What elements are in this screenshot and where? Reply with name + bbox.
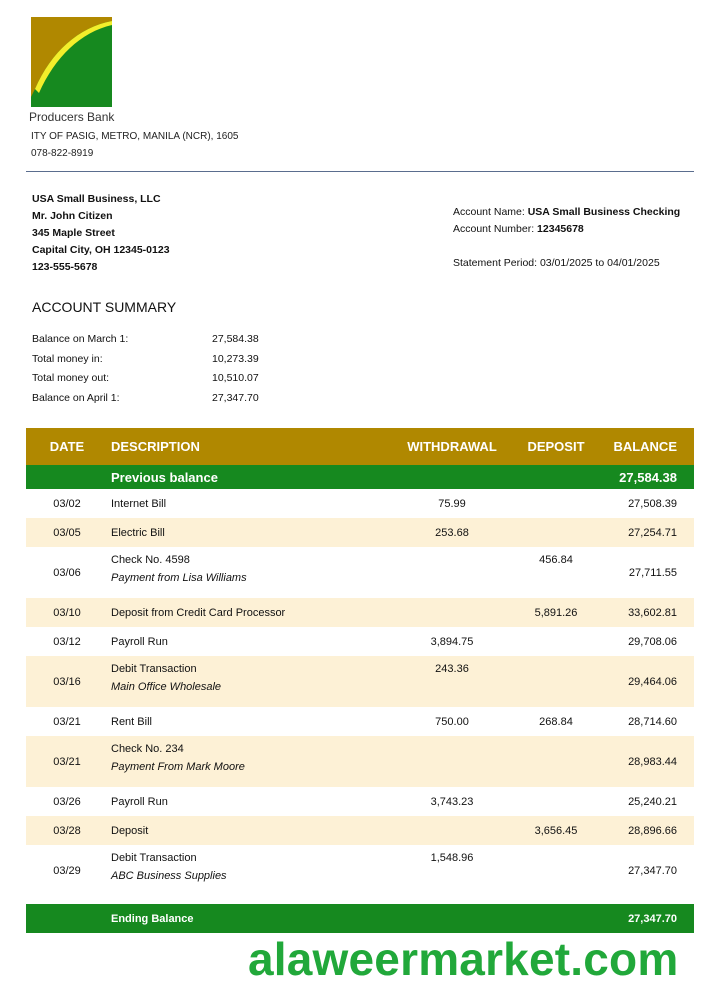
statement-period: Statement Period: 03/01/2025 to 04/01/2025 [453, 257, 660, 269]
summary-value: 27,347.70 [212, 391, 259, 404]
previous-balance-value: 27,584.38 [619, 469, 677, 485]
row-balance: 27,347.70 [628, 864, 677, 877]
row-deposit: 3,656.45 [534, 824, 578, 837]
row-description-main: Check No. 234 [111, 743, 184, 755]
row-withdrawal: 243.36 [435, 663, 469, 675]
row-withdrawal: 3,894.75 [430, 635, 474, 648]
row-date: 03/21 [53, 715, 81, 728]
summary-label: Total money out: [32, 372, 110, 384]
row-balance: 33,602.81 [628, 606, 677, 619]
table-row [26, 547, 694, 598]
row-date: 03/26 [53, 795, 81, 808]
header-deposit: DEPOSIT [527, 439, 585, 454]
row-withdrawal: 750.00 [435, 715, 469, 728]
table-row [26, 736, 694, 787]
bank-address: ITY OF PASIG, METRO, MANILA (NCR), 1605 [31, 131, 239, 142]
row-description-sub: Main Office Wholesale [111, 681, 222, 693]
row-date: 03/16 [53, 675, 81, 688]
row-description: Internet Bill [111, 497, 167, 510]
row-withdrawal: 253.68 [435, 526, 469, 539]
summary-value: 27,584.38 [212, 333, 259, 345]
summary-row [32, 389, 272, 409]
row-date: 03/12 [53, 635, 81, 648]
summary-row [32, 330, 272, 350]
account-summary [32, 330, 272, 408]
ending-balance-label: Ending Balance [111, 912, 194, 925]
row-balance: 28,714.60 [628, 715, 677, 728]
summary-label: Total money in: [32, 352, 103, 365]
ending-balance-row [26, 904, 694, 933]
row-withdrawal: 1,548.96 [430, 852, 474, 864]
account-info [453, 204, 680, 272]
row-description-main: Debit Transaction [111, 852, 197, 864]
summary-row [32, 369, 272, 389]
account-summary-title: ACCOUNT SUMMARY [32, 299, 177, 315]
previous-balance-row [26, 465, 694, 489]
bank-address-block [31, 128, 238, 162]
row-withdrawal: 3,743.23 [430, 795, 474, 808]
row-description: Payroll Run [111, 635, 168, 648]
row-balance: 25,240.21 [628, 795, 677, 808]
table-header [26, 428, 694, 465]
row-deposit [503, 845, 609, 896]
customer-company: USA Small Business, LLC [32, 193, 161, 205]
header-divider [26, 171, 694, 172]
row-balance: 28,896.66 [628, 824, 677, 837]
summary-row [32, 350, 272, 370]
table-row [26, 707, 694, 736]
customer-phone: 123-555-5678 [32, 261, 98, 273]
row-description-sub: Payment from Lisa Williams [111, 572, 247, 584]
row-deposit [503, 518, 609, 547]
account-number-line [453, 221, 680, 238]
transaction-rows [26, 489, 694, 896]
table-row [26, 787, 694, 816]
customer-contact: Mr. John Citizen [32, 210, 113, 222]
row-date: 03/29 [53, 864, 81, 877]
row-withdrawal [401, 816, 503, 845]
row-balance: 27,711.55 [628, 566, 677, 579]
row-deposit: 268.84 [539, 715, 573, 728]
customer-street: 345 Maple Street [32, 227, 115, 239]
row-balance: 28,983.44 [628, 755, 677, 768]
table-row [26, 627, 694, 656]
row-deposit [503, 489, 609, 518]
row-date: 03/21 [53, 755, 81, 768]
row-withdrawal [401, 736, 503, 787]
account-name: USA Small Business Checking [527, 206, 681, 218]
row-description: Rent Bill [111, 715, 152, 728]
row-deposit [503, 736, 609, 787]
row-description-main: Check No. 4598 [111, 554, 190, 566]
row-deposit: 456.84 [539, 554, 573, 566]
account-name-line [453, 204, 680, 221]
header-balance: BALANCE [613, 439, 677, 454]
table-row [26, 598, 694, 627]
row-withdrawal [401, 598, 503, 627]
row-balance: 29,464.06 [628, 675, 677, 688]
table-row [26, 489, 694, 518]
row-description [108, 736, 401, 787]
row-date: 03/10 [53, 606, 81, 619]
header-description: DESCRIPTION [111, 439, 200, 454]
row-date: 03/28 [53, 824, 81, 837]
ending-balance-value: 27,347.70 [628, 912, 677, 925]
row-balance: 29,708.06 [628, 635, 677, 648]
header-date: DATE [49, 439, 85, 454]
row-withdrawal [401, 547, 503, 598]
row-deposit [503, 627, 609, 656]
row-description-sub: ABC Business Supplies [111, 870, 227, 882]
previous-balance-label: Previous balance [111, 469, 218, 485]
row-withdrawal: 75.99 [438, 497, 466, 510]
row-description: Electric Bill [111, 526, 165, 539]
bank-logo [31, 17, 112, 107]
row-description-main: Debit Transaction [111, 663, 197, 675]
customer-city: Capital City, OH 12345-0123 [32, 244, 170, 256]
row-description: Payroll Run [111, 795, 168, 808]
watermark: alaweermarket.com [248, 933, 679, 985]
row-description: Deposit from Credit Card Processor [111, 606, 286, 619]
row-description [108, 547, 401, 598]
table-row [26, 518, 694, 547]
bank-name: Producers Bank [29, 110, 115, 124]
row-deposit: 5,891.26 [534, 606, 578, 619]
table-row [26, 816, 694, 845]
row-date: 03/02 [53, 497, 81, 510]
row-balance: 27,508.39 [628, 497, 677, 510]
account-number-label: Account Number: [453, 223, 538, 235]
row-date: 03/06 [53, 566, 81, 579]
transactions-table [26, 428, 694, 933]
summary-value: 10,510.07 [212, 372, 259, 384]
account-name-label: Account Name: [453, 206, 528, 218]
row-description [108, 656, 401, 707]
summary-label: Balance on March 1: [32, 333, 129, 345]
row-deposit [503, 656, 609, 707]
row-deposit [503, 787, 609, 816]
account-number: 12345678 [537, 223, 584, 235]
summary-label: Balance on April 1: [32, 391, 120, 404]
summary-value: 10,273.39 [212, 352, 259, 365]
customer-address [32, 191, 170, 276]
bank-phone: 078-822-8919 [31, 148, 94, 159]
row-balance: 27,254.71 [628, 526, 677, 539]
row-date: 03/05 [53, 526, 81, 539]
row-description-sub: Payment From Mark Moore [111, 761, 245, 773]
row-description: Deposit [111, 824, 149, 837]
table-row [26, 656, 694, 707]
table-row [26, 845, 694, 896]
header-withdrawal: WITHDRAWAL [407, 439, 497, 454]
row-description [108, 845, 401, 896]
